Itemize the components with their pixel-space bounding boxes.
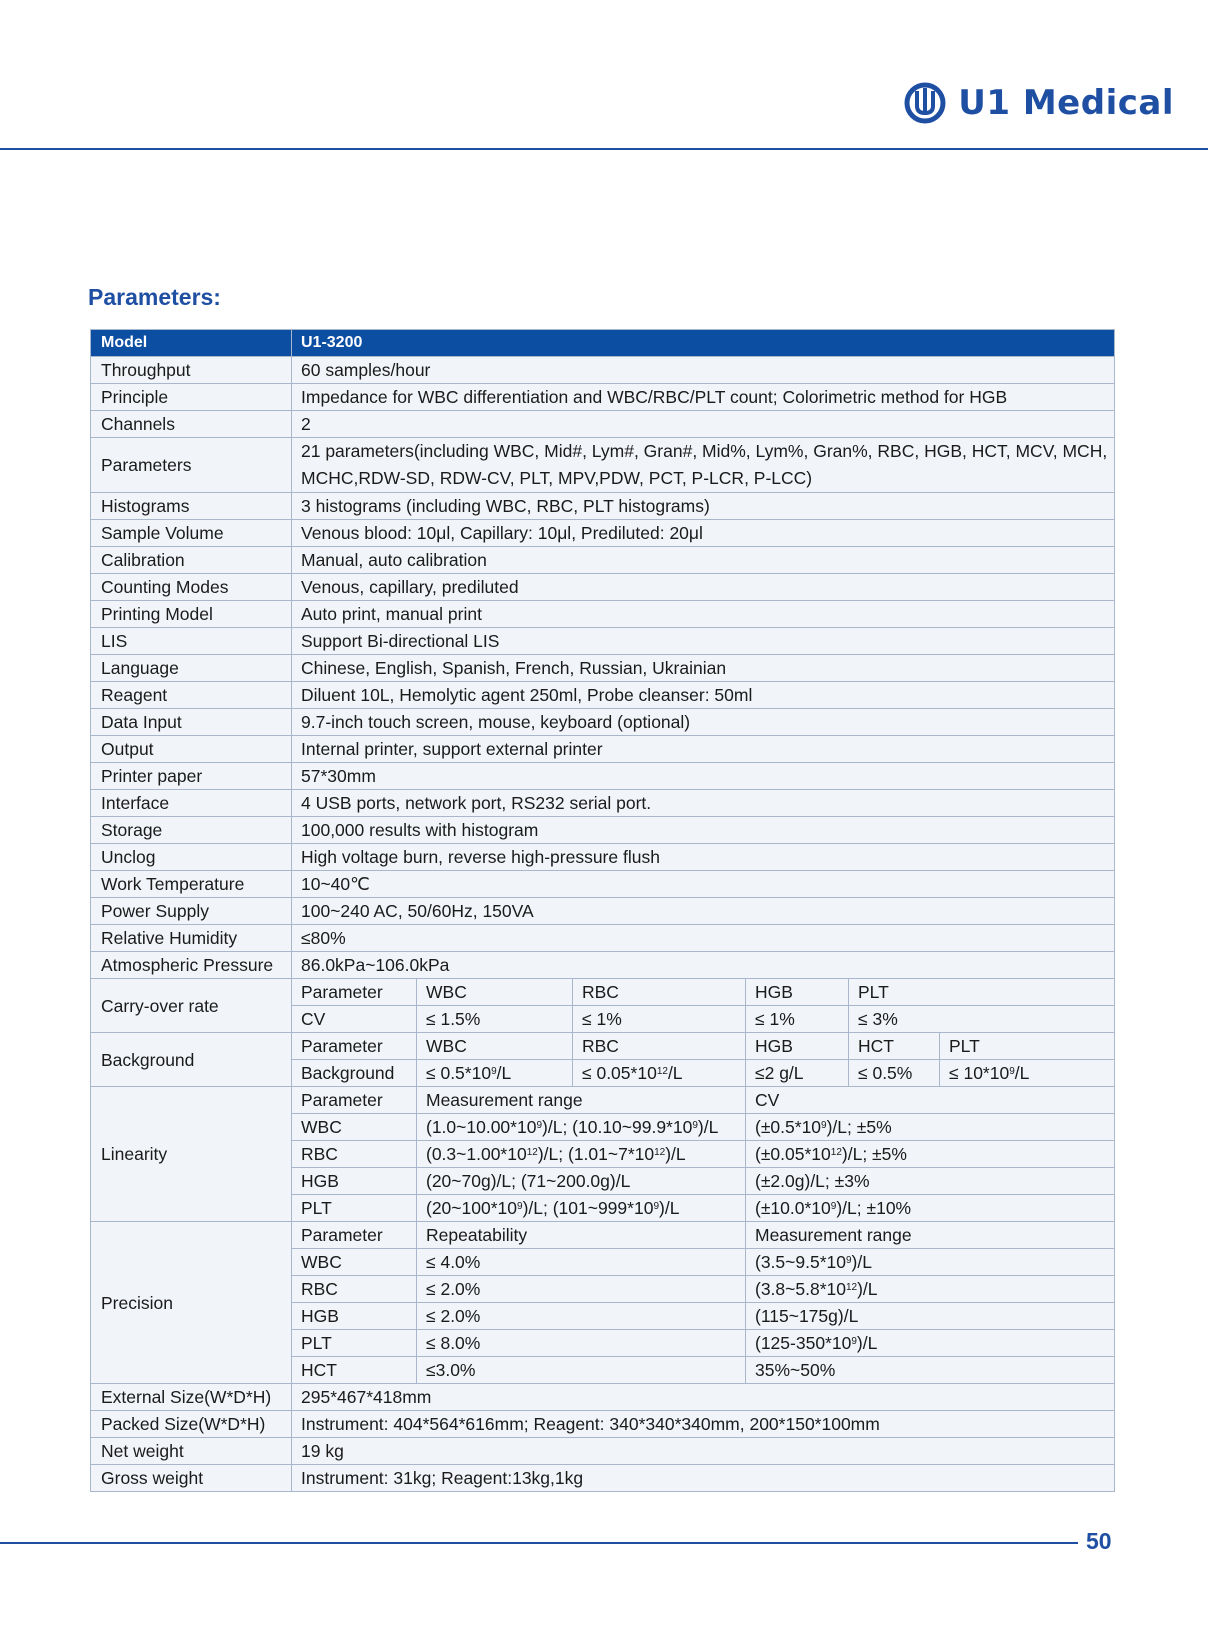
row-value: Manual, auto calibration	[292, 547, 1115, 574]
row-value: Instrument: 404*564*616mm; Reagent: 340*340*340mm, 200*150*100mm	[292, 1411, 1115, 1438]
table-row	[91, 574, 1115, 601]
header-divider	[0, 148, 1208, 150]
row-label: Channels	[91, 411, 292, 438]
carryover-value-cell: ≤ 1%	[573, 1006, 746, 1033]
row-value: 2	[292, 411, 1115, 438]
precision-repeatability: ≤ 2.0%	[417, 1303, 746, 1330]
carryover-value-cell: ≤ 3%	[849, 1006, 1115, 1033]
table-row	[91, 736, 1115, 763]
row-value: 100~240 AC, 50/60Hz, 150VA	[292, 898, 1115, 925]
background-header-cell: PLT	[940, 1033, 1115, 1060]
row-label: Relative Humidity	[91, 925, 292, 952]
carryover-label: Carry-over rate	[91, 979, 292, 1033]
row-value: 86.0kPa~106.0kPa	[292, 952, 1115, 979]
table-row	[91, 763, 1115, 790]
table-row	[91, 547, 1115, 574]
background-header-cell: Parameter	[292, 1033, 417, 1060]
parameters-table-container	[90, 329, 1114, 1492]
precision-label: Precision	[91, 1222, 292, 1384]
footer-divider	[0, 1542, 1078, 1544]
background-header-cell: HGB	[746, 1033, 849, 1060]
table-row	[91, 817, 1115, 844]
row-value: 19 kg	[292, 1438, 1115, 1465]
linearity-cv: $(\pm 0.5*10^9)/L$; ±5%	[746, 1114, 1115, 1141]
model-value: U1-3200	[292, 330, 1115, 357]
row-value: Venous, capillary, prediluted	[292, 574, 1115, 601]
row-value: 60 samples/hour	[292, 357, 1115, 384]
u1-logo-icon	[904, 82, 946, 124]
table-row	[91, 1465, 1115, 1492]
row-label: Output	[91, 736, 292, 763]
table-row	[91, 952, 1115, 979]
linearity-cv: (±2.0g)/L; ±3%	[746, 1168, 1115, 1195]
row-value: Support Bi-directional LIS	[292, 628, 1115, 655]
row-label: Data Input	[91, 709, 292, 736]
background-value-cell: ≤ $0.5*10^9/L$	[417, 1060, 573, 1087]
row-value: ≤80%	[292, 925, 1115, 952]
carryover-header-cell: WBC	[417, 979, 573, 1006]
precision-header-row	[91, 1222, 1115, 1249]
row-label: Language	[91, 655, 292, 682]
table-row	[91, 493, 1115, 520]
carryover-value-cell: CV	[292, 1006, 417, 1033]
brand-name: U1 Medical	[958, 83, 1174, 123]
precision-param: HCT	[292, 1357, 417, 1384]
background-value-cell: ≤2 g/L	[746, 1060, 849, 1087]
row-label: Unclog	[91, 844, 292, 871]
row-value: Venous blood: 10μl, Capillary: 10μl, Prediluted: 20μl	[292, 520, 1115, 547]
table-row	[91, 628, 1115, 655]
row-label: Counting Modes	[91, 574, 292, 601]
row-label: Power Supply	[91, 898, 292, 925]
row-label: LIS	[91, 628, 292, 655]
precision-repeatability: ≤ 8.0%	[417, 1330, 746, 1357]
linearity-cv: $(\pm 0.05*10^{12})/L$; ±5%	[746, 1141, 1115, 1168]
background-header-cell: RBC	[573, 1033, 746, 1060]
precision-repeatability: ≤ 4.0%	[417, 1249, 746, 1276]
precision-range: $(3.5\sim 9.5*10^9)/L$	[746, 1249, 1115, 1276]
carryover-header-cell: RBC	[573, 979, 746, 1006]
linearity-range: $(20\sim 100*10^9)/L$; $(101\sim 999*10^9)/L$	[417, 1195, 746, 1222]
background-header-cell: WBC	[417, 1033, 573, 1060]
carryover-header-cell: Parameter	[292, 979, 417, 1006]
table-row	[91, 925, 1115, 952]
table-row	[91, 357, 1115, 384]
row-label: Sample Volume	[91, 520, 292, 547]
row-label: Storage	[91, 817, 292, 844]
table-row	[91, 438, 1115, 493]
table-row	[91, 1438, 1115, 1465]
precision-range: $(3.8\sim 5.8*10^{12})/L$	[746, 1276, 1115, 1303]
row-label: Parameters	[91, 438, 292, 493]
row-value: 100,000 results with histogram	[292, 817, 1115, 844]
background-value-cell: ≤ $10*10^9/L$	[940, 1060, 1115, 1087]
row-label: Interface	[91, 790, 292, 817]
table-row	[91, 871, 1115, 898]
row-value: Auto print, manual print	[292, 601, 1115, 628]
linearity-header-cell: Parameter	[292, 1087, 417, 1114]
precision-range: (115~175g)/L	[746, 1303, 1115, 1330]
carryover-header-cell: HGB	[746, 979, 849, 1006]
background-value-cell: ≤ 0.5%	[849, 1060, 940, 1087]
linearity-cv: $(\pm 10.0*10^9)/L$; ±10%	[746, 1195, 1115, 1222]
carryover-header-row	[91, 979, 1115, 1006]
table-row	[91, 709, 1115, 736]
linearity-param: RBC	[292, 1141, 417, 1168]
precision-param: PLT	[292, 1330, 417, 1357]
carryover-value-cell: ≤ 1.5%	[417, 1006, 573, 1033]
row-label: Printer paper	[91, 763, 292, 790]
table-header-row	[91, 330, 1115, 357]
precision-range: 35%~50%	[746, 1357, 1115, 1384]
linearity-header-cell: CV	[746, 1087, 1115, 1114]
background-value-cell: Background	[292, 1060, 417, 1087]
row-label: External Size(W*D*H)	[91, 1384, 292, 1411]
table-row	[91, 898, 1115, 925]
precision-param: HGB	[292, 1303, 417, 1330]
linearity-header-row	[91, 1087, 1115, 1114]
linearity-label: Linearity	[91, 1087, 292, 1222]
table-row	[91, 655, 1115, 682]
row-value: Impedance for WBC differentiation and WBC/RBC/PLT count; Colorimetric method for HGB	[292, 384, 1115, 411]
row-value: Internal printer, support external printer	[292, 736, 1115, 763]
precision-repeatability: ≤3.0%	[417, 1357, 746, 1384]
row-value: 3 histograms (including WBC, RBC, PLT histograms)	[292, 493, 1115, 520]
page-number: 50	[1086, 1528, 1112, 1554]
table-row	[91, 682, 1115, 709]
row-value: 21 parameters(including WBC, Mid#, Lym#, Gran#, Mid%, Lym%, Gran%, RBC, HGB, HCT, MCV, MCH, MCHC,RDW-SD, RDW-CV, PLT, MPV,PDW, PCT, P-LCR, P-LCC)	[292, 438, 1115, 493]
row-value: 10~40℃	[292, 871, 1115, 898]
row-value: 295*467*418mm	[292, 1384, 1115, 1411]
table-row	[91, 790, 1115, 817]
row-label: Atmospheric Pressure	[91, 952, 292, 979]
background-header-cell: HCT	[849, 1033, 940, 1060]
row-label: Packed Size(W*D*H)	[91, 1411, 292, 1438]
row-value: 9.7-inch touch screen, mouse, keyboard (optional)	[292, 709, 1115, 736]
linearity-header-cell: Measurement range	[417, 1087, 746, 1114]
precision-range: $(125-350*10^9)/L$	[746, 1330, 1115, 1357]
row-label: Work Temperature	[91, 871, 292, 898]
table-row	[91, 411, 1115, 438]
parameters-table	[90, 329, 1115, 1492]
row-value: 4 USB ports, network port, RS232 serial port.	[292, 790, 1115, 817]
background-value-cell: ≤ $0.05*10^{12}/L$	[573, 1060, 746, 1087]
precision-header-cell: Parameter	[292, 1222, 417, 1249]
linearity-param: WBC	[292, 1114, 417, 1141]
background-header-row	[91, 1033, 1115, 1060]
row-label: Gross weight	[91, 1465, 292, 1492]
row-value: 57*30mm	[292, 763, 1115, 790]
background-label: Background	[91, 1033, 292, 1087]
table-row	[91, 1411, 1115, 1438]
precision-param: WBC	[292, 1249, 417, 1276]
table-row	[91, 520, 1115, 547]
row-label: Throughput	[91, 357, 292, 384]
linearity-range: $(0.3\sim 1.00*10^{12})/L$; $(1.01\sim 7*10^{12})/L$	[417, 1141, 746, 1168]
row-value: Chinese, English, Spanish, French, Russian, Ukrainian	[292, 655, 1115, 682]
row-value: High voltage burn, reverse high-pressure flush	[292, 844, 1115, 871]
row-label: Net weight	[91, 1438, 292, 1465]
table-row	[91, 844, 1115, 871]
table-row	[91, 601, 1115, 628]
row-label: Principle	[91, 384, 292, 411]
row-label: Printing Model	[91, 601, 292, 628]
section-title: Parameters:	[88, 284, 221, 310]
linearity-range: $(1.0\sim 10.00*10^9)/L$; $(10.10\sim 99.9*10^9)/L$	[417, 1114, 746, 1141]
linearity-param: HGB	[292, 1168, 417, 1195]
table-row	[91, 1384, 1115, 1411]
precision-param: RBC	[292, 1276, 417, 1303]
precision-repeatability: ≤ 2.0%	[417, 1276, 746, 1303]
row-value: Instrument: 31kg; Reagent:13kg,1kg	[292, 1465, 1115, 1492]
linearity-param: PLT	[292, 1195, 417, 1222]
precision-header-cell: Repeatability	[417, 1222, 746, 1249]
table-row	[91, 384, 1115, 411]
brand-logo	[904, 82, 1174, 124]
row-label: Reagent	[91, 682, 292, 709]
carryover-value-cell: ≤ 1%	[746, 1006, 849, 1033]
row-value: Diluent 10L, Hemolytic agent 250ml, Probe cleanser: 50ml	[292, 682, 1115, 709]
precision-header-cell: Measurement range	[746, 1222, 1115, 1249]
linearity-range: (20~70g)/L; (71~200.0g)/L	[417, 1168, 746, 1195]
row-label: Calibration	[91, 547, 292, 574]
row-label: Histograms	[91, 493, 292, 520]
carryover-header-cell: PLT	[849, 979, 1115, 1006]
model-label: Model	[91, 330, 292, 357]
